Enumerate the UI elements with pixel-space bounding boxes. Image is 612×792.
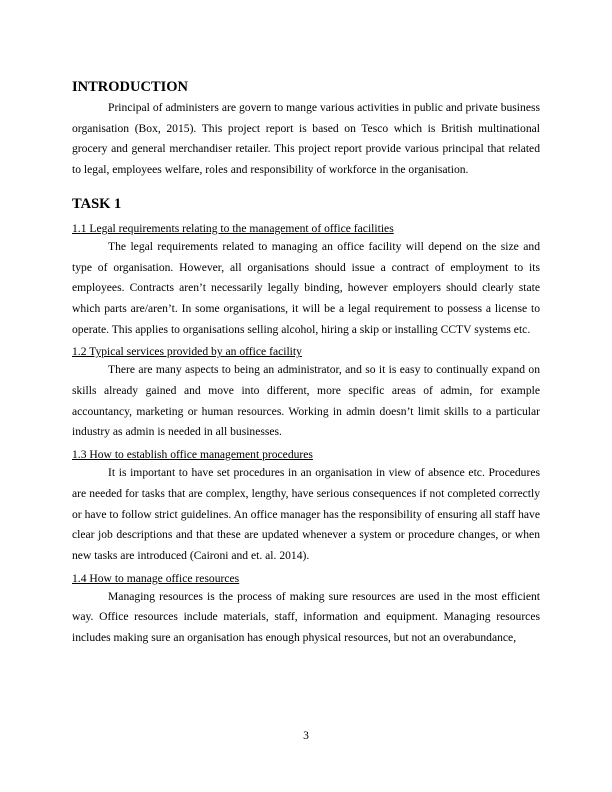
section-1-4-title: 1.4 How to manage office resources: [72, 571, 240, 585]
section-1-3-paragraph: It is important to have set procedures in an organisation in view of absence etc. Procedures are needed for tasks that are complex, lengthy, have serious consequences if not completed correctly or have to follow strict guidelines. An office manager has the responsibility of ensuring all staff have clear job descriptions and that these are updated whenever a system or procedure changes, or when new tasks are introduced (Caironi and et. al. 2014).: [72, 466, 540, 562]
section-1-2-title: 1.2 Typical services provided by an office facility: [72, 345, 302, 359]
page-number: 3: [303, 729, 309, 742]
section-1-1-title: 1.1 Legal requirements relating to the management of office facilities: [72, 221, 394, 235]
introduction-heading: INTRODUCTION: [72, 79, 189, 95]
section-1-2-paragraph: There are many aspects to being an administrator, and so it is easy to continually expand on skills already gained and move into different, more specific areas of admin, for example accountancy, marketing or human resources. Working in admin doesn’t limit skills to a particular industry as admin is needed in all businesses.: [72, 363, 540, 439]
section-1-3-title: 1.3 How to establish office management procedures: [72, 448, 313, 462]
introduction-paragraph: Principal of administers are govern to mange various activities in public and private business organisation (Box, 2015). This project report is based on Tesco which is British multinational grocery and general merchandiser retailer. This project report provide various principal that related to legal, employees welfare, roles and responsibility of workforce in the organisation.: [72, 101, 540, 177]
section-1-1-paragraph: The legal requirements related to managing an office facility will depend on the size and type of organisation. However, all organisations should issue a contract of employment to its employees. Contracts aren’t necessarily legally binding, however employers should clearly state which parts are/aren’t. In some organisations, it will be a legal requirement to possess a license to operate. This applies to organisations selling alcohol, hiring a skip or installing CCTV systems etc.: [72, 239, 540, 336]
document-page: [72, 78, 540, 649]
section-1-4-paragraph: Managing resources is the process of making sure resources are used in the most efficient way. Office resources include materials, staff, information and equipment. Managing resources includes making sure an organisation has enough physical resources, but not an overabundance,: [72, 589, 540, 645]
task1-heading: TASK 1: [72, 195, 122, 212]
